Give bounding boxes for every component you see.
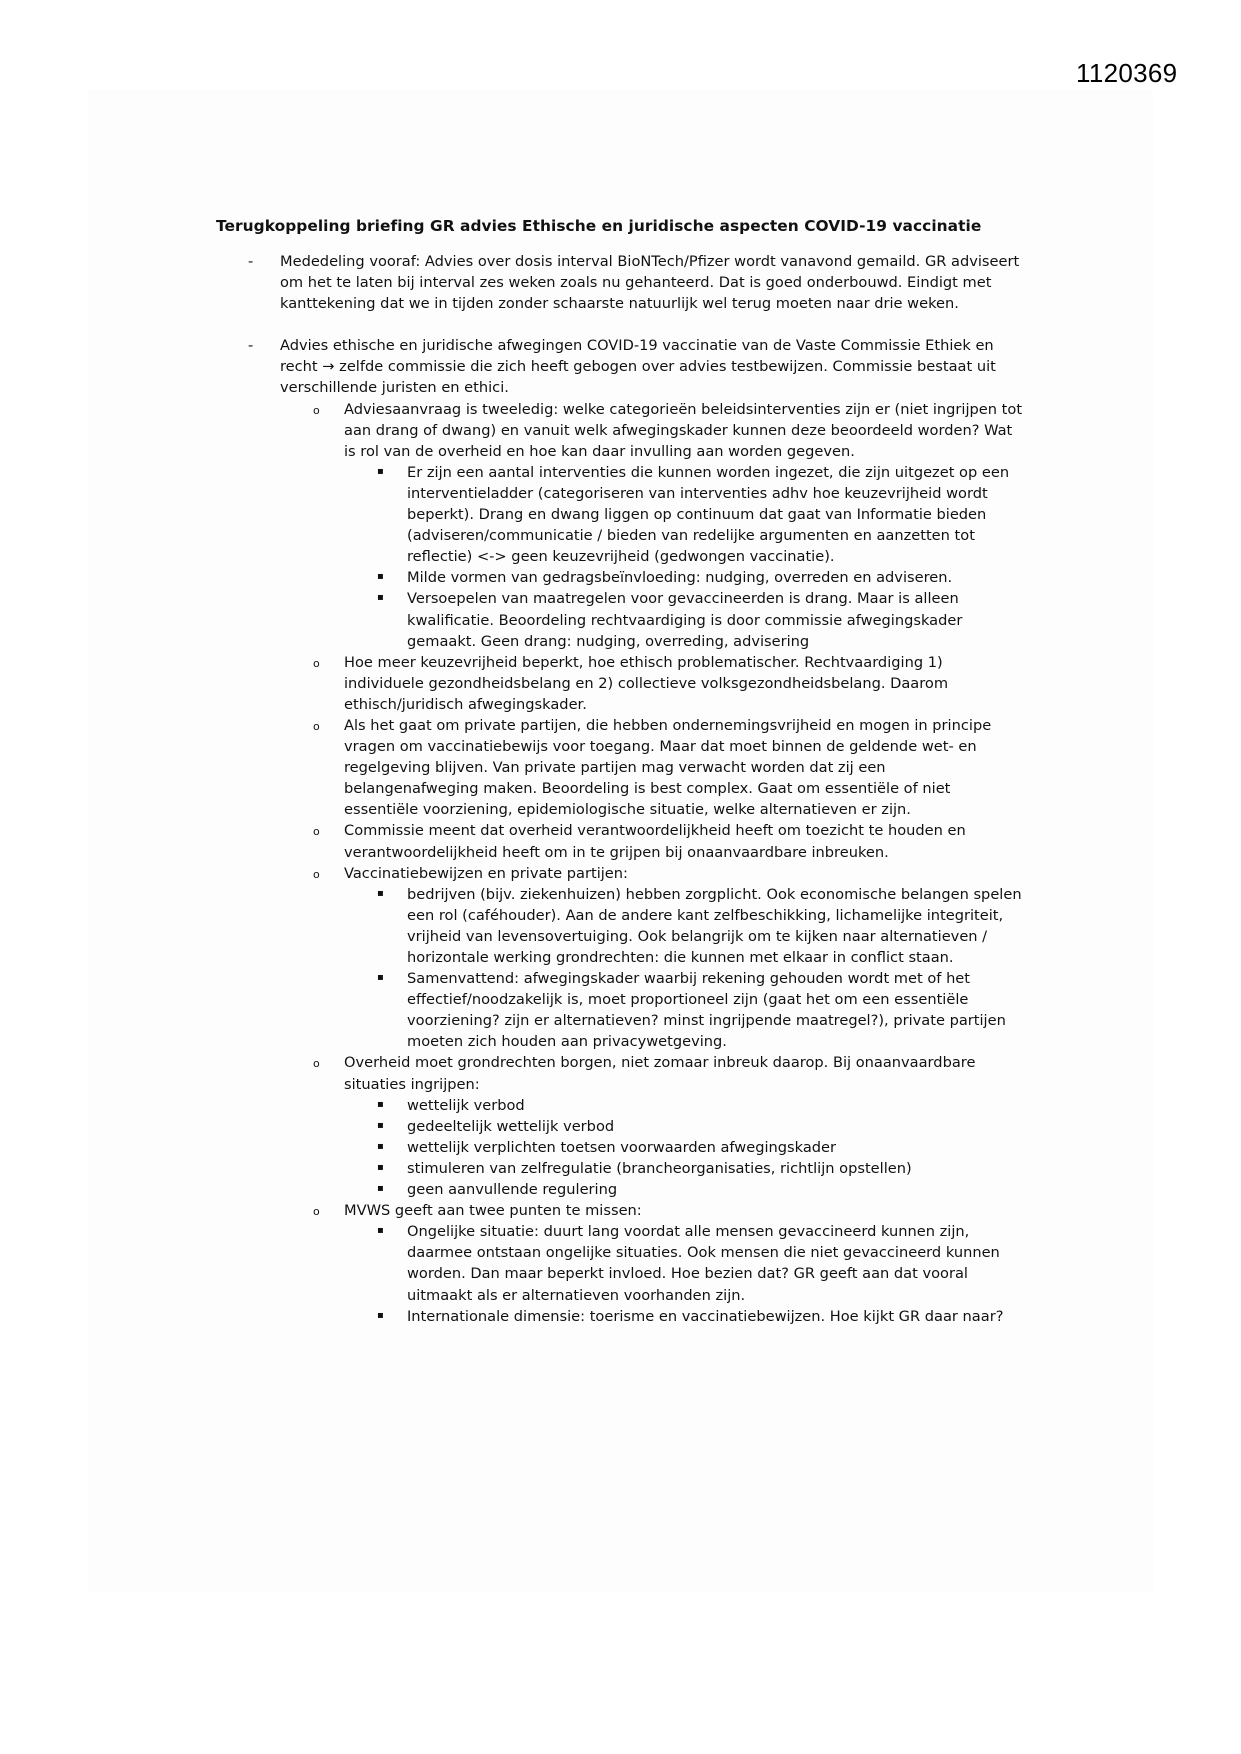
sub-sub-list-item <box>344 588 1024 651</box>
sub-sub-list-item-text: geen aanvullende regulering <box>407 1181 618 1199</box>
sub-list-item <box>280 863 1024 1053</box>
sub-sub-list-item <box>344 968 1024 1052</box>
sub-sub-bullet-list <box>344 1095 1024 1200</box>
sub-sub-list-item-text: Milde vormen van gedragsbeïnvloeding: nudging, overreden en adviseren. <box>407 569 953 587</box>
sub-sub-list-item <box>344 1306 1024 1327</box>
sub-sub-list-item-text: Samenvattend: afwegingskader waarbij rekening gehouden wordt met of het effectief/noodzakelijk is, moet proportioneel zijn (gaat het om een essentiële voorziening? zijn er alternatieven? minst ingrijpende maatregel?), private partijen moeten zich houden aan privacywetgeving. <box>407 970 1006 1051</box>
document-title: Terugkoppeling briefing GR advies Ethische en juridische aspecten COVID-19 vaccinatie <box>216 217 982 235</box>
square-bullet-icon: ▪ <box>377 972 384 984</box>
sub-list-item <box>280 399 1024 652</box>
sub-sub-bullet-list <box>344 884 1024 1053</box>
sub-sub-list-item-text: Ongelijke situatie: duurt lang voordat alle mensen gevaccineerd kunnen zijn, daarmee ontstaan ongelijke situaties. Ook mensen die niet gevaccineerd kunnen worden. Dan maar beperkt invloed. Hoe bezien dat? GR geeft aan dat vooral uitmaakt als er alternatieven voorhanden zijn. <box>407 1223 1000 1304</box>
list-item-text: Mededeling vooraf: Advies over dosis interval BioNTech/Pfizer wordt vanavond gemaild. GR adviseert om het te laten bij interval zes weken zoals nu gehanteerd. Dat is goed onderbouwd. Eindigt met kanttekening dat we in tijden zonder schaarste natuurlijk wel terug moeten naar drie weken. <box>280 253 1020 313</box>
document-body <box>0 251 1241 1327</box>
sub-list-item-text: Overheid moet grondrechten borgen, niet zomaar inbreuk daarop. Bij onaanvaardbare situaties ingrijpen: <box>344 1054 976 1093</box>
circle-bullet-icon: o <box>313 403 320 417</box>
circle-bullet-icon: o <box>313 1205 320 1219</box>
sub-list-item-text: Hoe meer keuzevrijheid beperkt, hoe ethisch problematischer. Rechtvaardiging 1) individuele gezondheidsbelang en 2) collectieve volksgezondheidsbelang. Daarom ethisch/juridisch afwegingskader. <box>344 653 949 713</box>
circle-bullet-icon: o <box>313 867 320 881</box>
list-item <box>0 251 1020 314</box>
sub-sub-bullet-list <box>344 462 1024 652</box>
sub-sub-list-item <box>344 1221 1024 1305</box>
sub-sub-list-item <box>344 1137 1024 1158</box>
sub-sub-list-item-text: gedeeltelijk wettelijk verbod <box>407 1117 615 1135</box>
sub-sub-list-item-text: wettelijk verplichten toetsen voorwaarden afwegingskader <box>407 1138 837 1156</box>
sub-list-item-text: Als het gaat om private partijen, die hebben ondernemingsvrijheid en mogen in principe vragen om vaccinatiebewijs voor toegang. Maar dat moet binnen de geldende wet- en regelgeving blijven. Van private partijen mag verwacht worden dat zij een belangenafweging maken. Beoordeling is best complex. Gaat om essentiële of niet essentiële voorziening, epidemiologische situatie, welke alternatieven er zijn. <box>344 716 992 819</box>
sub-sub-list-item-text: Er zijn een aantal interventies die kunnen worden ingezet, die zijn uitgezet op een interventieladder (categoriseren van interventies adhv hoe keuzevrijheid wordt beperkt). Drang en dwang liggen op continuum dat gaat van Informatie bieden (adviseren/communicatie / bieden van redelijke argumenten en aanzetten tot reflectie) <-> geen keuzevrijheid (gedwongen vaccinatie). <box>407 463 1010 566</box>
sub-list-item <box>280 820 1024 862</box>
dash-bullet-icon: - <box>248 253 254 270</box>
dash-bullet-icon: - <box>248 337 254 355</box>
square-bullet-icon: ▪ <box>377 571 384 583</box>
sub-list-item-text: MVWS geeft aan twee punten te missen: <box>344 1202 642 1220</box>
square-bullet-icon: ▪ <box>377 1140 384 1152</box>
sub-list-item-text: Vaccinatiebewijzen en private partijen: <box>344 864 628 882</box>
square-bullet-icon: ▪ <box>377 592 384 604</box>
sub-sub-bullet-list <box>344 1221 1024 1326</box>
sub-sub-list-item <box>344 1116 1024 1137</box>
sub-list-item <box>280 652 1024 715</box>
square-bullet-icon: ▪ <box>377 1225 384 1237</box>
sub-sub-list-item-text: bedrijven (bijv. ziekenhuizen) hebben zorgplicht. Ook economische belangen spelen een rol (caféhouder). Aan de andere kant zelfbeschikking, lichamelijke integriteit, vrijheid van levensovertuiging. Ook belangrijk om te kijken naar alternatieven / horizontale werking grondrechten: die kunnen met elkaar in conflict staan. <box>407 885 1022 966</box>
sub-sub-list-item <box>344 567 1024 588</box>
list-item-text: Advies ethische en juridische afwegingen COVID-19 vaccinatie van de Vaste Commissie Ethiek en recht → zelfde commissie die zich heeft gebogen over advies testbewijzen. Commissie bestaat uit verschillende juristen en ethici. <box>280 337 996 397</box>
sub-sub-list-item-text: Versoepelen van maatregelen voor gevaccineerden is drang. Maar is alleen kwalificatie. Beoordeling rechtvaardiging is door commissie afwegingskader gemaakt. Geen drang: nudging, overreding, advisering <box>407 590 963 650</box>
sub-sub-list-item-text: Internationale dimensie: toerisme en vaccinatiebewijzen. Hoe kijkt GR daar naar? <box>407 1307 1004 1325</box>
list-item <box>0 335 1023 1326</box>
sub-list-item <box>280 715 1024 820</box>
circle-bullet-icon: o <box>313 825 320 839</box>
sub-sub-list-item-text: stimuleren van zelfregulatie (brancheorganisaties, richtlijn opstellen) <box>407 1159 912 1177</box>
sub-bullet-list <box>280 399 1023 1327</box>
circle-bullet-icon: o <box>313 656 320 670</box>
sub-list-item <box>280 1200 1024 1327</box>
circle-bullet-icon: o <box>313 1057 320 1071</box>
square-bullet-icon: ▪ <box>377 1183 384 1195</box>
sub-sub-list-item <box>344 1095 1024 1116</box>
square-bullet-icon: ▪ <box>377 465 384 477</box>
square-bullet-icon: ▪ <box>377 1161 384 1173</box>
sub-sub-list-item-text: wettelijk verbod <box>407 1096 525 1114</box>
square-bullet-icon: ▪ <box>377 887 384 899</box>
circle-bullet-icon: o <box>313 719 320 733</box>
sub-list-item-text: Adviesaanvraag is tweeledig: welke categorieën beleidsinterventies zijn er (niet ingrijpen tot aan drang of dwang) en vanuit welk afwegingskader kunnen deze beoordeeld worden? Wat is rol van de overheid en hoe kan daar invulling aan worden gegeven. <box>344 400 1023 460</box>
sub-list-item <box>280 1052 1024 1200</box>
square-bullet-icon: ▪ <box>377 1098 384 1110</box>
square-bullet-icon: ▪ <box>377 1309 384 1321</box>
sub-sub-list-item <box>344 884 1024 968</box>
sub-sub-list-item <box>344 1158 1024 1179</box>
square-bullet-icon: ▪ <box>377 1119 384 1131</box>
document-id-number: 1120369 <box>1076 58 1178 88</box>
sub-list-item-text: Commissie meent dat overheid verantwoordelijkheid heeft om toezicht te houden en verantwoordelijkheid heeft om in te grijpen bij onaanvaardbare inbreuken. <box>344 822 966 861</box>
sub-sub-list-item <box>344 1179 1024 1200</box>
sub-sub-list-item <box>344 462 1024 567</box>
main-bullet-list <box>0 251 1241 1327</box>
